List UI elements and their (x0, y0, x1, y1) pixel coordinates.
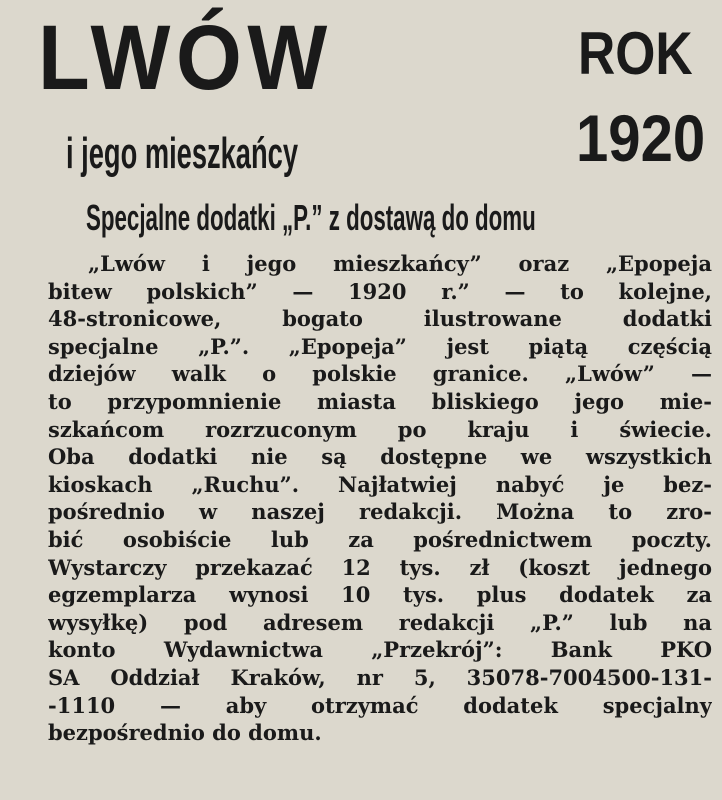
body-line: konto Wydawnictwa „Przekrój”: Bank PKO (48, 637, 712, 663)
headline-title: LWÓW (38, 7, 333, 109)
body-line: pośrednio w naszej redakcji. Można to zro- (48, 499, 712, 525)
body-line: Oba dodatki nie są dostępne we wszystkich (48, 444, 712, 470)
body-line: szkańcom rozrzuconym po kraju i świecie. (48, 416, 712, 442)
body-line: wysyłkę) pod adresem redakcji „P.” lub na (48, 609, 712, 635)
rok-label: ROK (578, 20, 693, 87)
body-line: SA Oddział Kraków, nr 5, 35078-7004500-131- (48, 664, 712, 690)
body-line: egzemplarza wynosi 10 tys. plus dodatek za (48, 582, 712, 608)
headline-subtitle: i jego mieszkańcy (66, 129, 298, 178)
year-label: 1920 (576, 101, 706, 175)
body-line: dziejów walk o polskie granice. „Lwów” — (48, 361, 712, 387)
article-subheading: Specjalne dodatki „P.” z dostawą do domu (86, 197, 536, 238)
body-line: 48-stronicowe, bogato ilustrowane dodatki (48, 306, 712, 332)
body-line: bezpośrednio do domu. (48, 720, 322, 746)
body-line: bić osobiście lub za pośrednictwem poczty. (48, 526, 712, 552)
article-body (48, 250, 712, 747)
body-line: kioskach „Ruchu”. Najłatwiej nabyć je bez- (48, 471, 712, 497)
body-line: „Lwów i jego mieszkańcy” oraz „Epopeja (88, 251, 712, 276)
body-line: Wystarczy przekazać 12 tys. zł (koszt jednego (48, 554, 712, 580)
body-line: specjalne „P.”. „Epopeja” jest piątą częścią (48, 333, 712, 359)
body-line: to przypomnienie miasta bliskiego jego mie- (48, 388, 712, 414)
body-line: -1110 — aby otrzymać dodatek specjalny (48, 692, 712, 718)
body-line: bitew polskich” — 1920 r.” — to kolejne, (48, 278, 712, 304)
